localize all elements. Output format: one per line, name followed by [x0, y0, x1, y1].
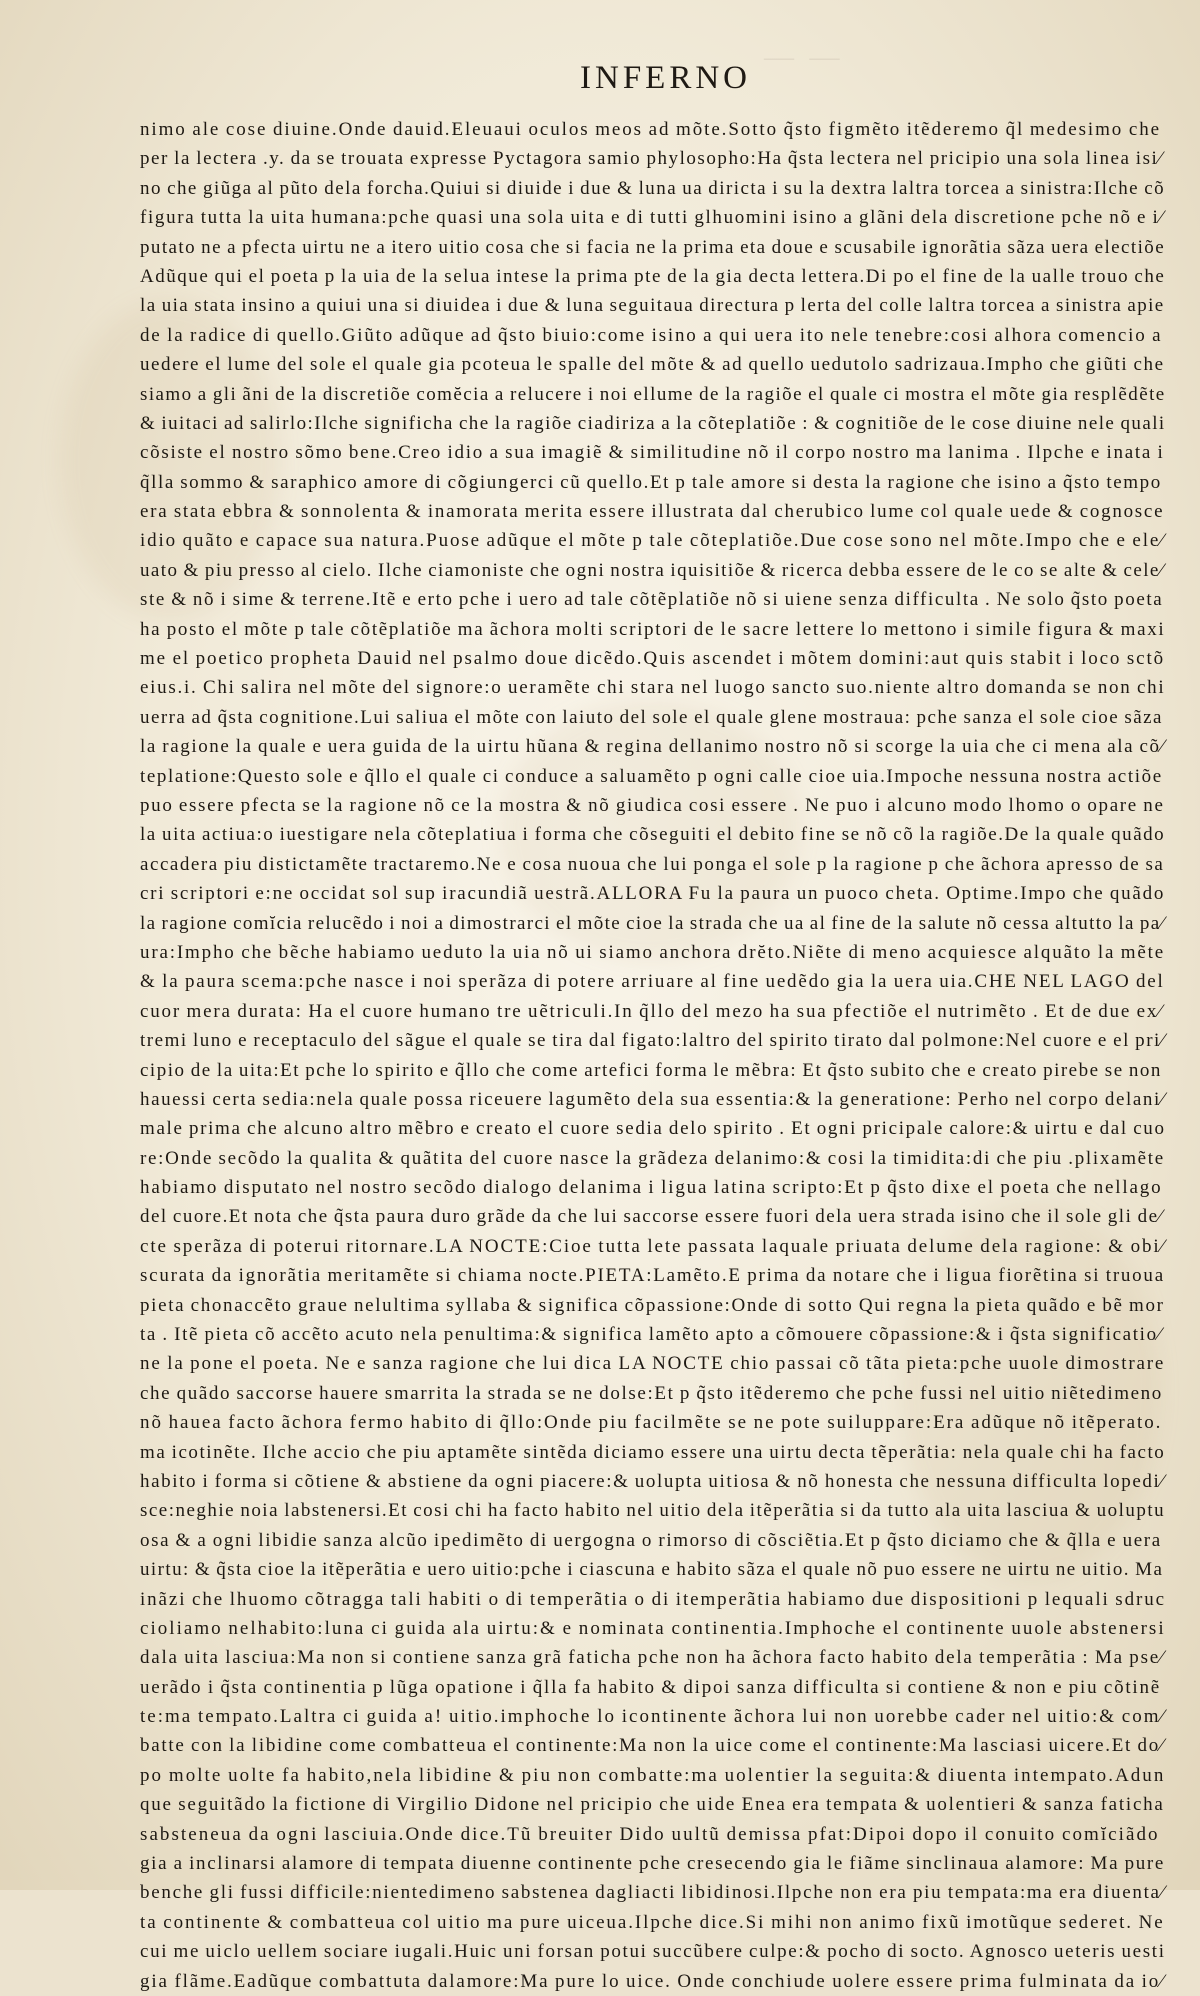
- text-line: uerra ad q̃sta cognitione.Lui saliua el mõte con laiuto del sole el quale glene mostraua: pche sanza el sole cioe sãza: [140, 706, 1163, 728]
- text-line: ne la pone el poeta. Ne e sanza ragione che lui dica LA NOCTE chio passai cõ tãta pieta:pche uuole dimostrare: [140, 1353, 1166, 1375]
- text-line: de la radice di quello.Giũto adũque ad q̃sto biuio:come isino a qui uera ito nele tenebre:cosi alhora comencio a: [140, 324, 1163, 346]
- text-line: la ragione comĭcia relucẽdo i noi a dimostrarci el mõte cioe la strada che ua al fine de la salute nõ cessa altutto la pa⁄: [140, 912, 1166, 934]
- text-line: nimo ale cose diuine.Onde dauid.Eleuaui oculos meos ad mõte.Sotto q̃sto figmẽto itẽderemo q̃l medesimo che: [140, 119, 1161, 140]
- text-line: la uita actiua:o iuestigare nela cõteplatiua i forma che cõseguiti el debito fine se nõ cõ la ragiõe.De la quale quãdo: [140, 824, 1166, 846]
- text-line: cri scriptori e:ne occidat sol sup iracundiã uestrã.ALLORA Fu la paura un puoco cheta. Optime.Impo che quãdo: [140, 883, 1166, 905]
- text-line: & iuitaci ad salirlo:Ilche significha che la ragiõe ciadiriza a la cõteplatiõe : & cognitiõe de le cose diuine nele quali: [140, 412, 1166, 434]
- text-line: per la lectera .y. da se trouata expresse Pyctagora samio phylosopho:Ha q̃sta lectera nel pricipio una sola linea isi⁄: [140, 148, 1164, 170]
- text-line: benche gli fussi difficile:nientedimeno sabstenea dagliacti libidinosi.Ilpche non era piu tempata:ma era diuenta⁄: [140, 1882, 1166, 1904]
- commentary-text-block: [140, 115, 1166, 1992]
- text-line: era stata ebbra & sonnolenta & inamorata merita essere illustrata dal cherubico lume col quale uede & cognosce: [140, 501, 1165, 523]
- text-line: ha posto el mõte p tale cõtẽplatiõe ma ãchora molti scriptori de le sacre lettere lo mettono i simile figura & maxi: [140, 618, 1166, 640]
- text-line: eius.i. Chi salira nel mõte del signore:o ueramẽte chi stara nel luogo sancto suo.niente altro domanda se non chi: [140, 677, 1166, 699]
- text-line: gia flãme.Eadũque combattuta dalamore:Ma pure lo uice. Onde conchiude uolere essere prima fulminata da io⁄: [140, 1970, 1166, 1992]
- text-line: ta . Itẽ pieta cõ accẽto acuto nela penultima:& significa lamẽto apto a cõmouere cõpassione:& i q̃sta significatio⁄: [140, 1324, 1163, 1346]
- text-line: figura tutta la uita humana:pche quasi una sola uita e di tutti glhuomini isino a glãni dela discretione pche nõ e i⁄: [140, 207, 1165, 229]
- text-line: putato ne a pfecta uirtu ne a itero uitio cosa che si facia ne la prima eta doue e scusabile ignorãtia sãza uera electiõe: [140, 236, 1166, 258]
- text-line: me el poetico propheta Dauid nel psalmo doue dicẽdo.Quis ascendet i mõtem domini:aut quis stabit i loco sctõ: [140, 648, 1165, 670]
- text-line: male prima che alcuno altro mẽbro e creato el cuore sedia delo spirito . Et ogni pricipale calore:& uirtu e dal cuo: [140, 1118, 1166, 1140]
- text-line: inãzi che lhuomo cõtragga tali habiti o di temperãtia o di itemperãtia habiamo due dispositioni p lequali sdruc: [140, 1588, 1166, 1610]
- text-line: del cuore.Et nota che q̃sta paura duro grãde da che lui saccorse essere fuori dela uera strada isino che il sole gli de⁄: [140, 1206, 1164, 1228]
- running-head: INFERNO: [580, 60, 752, 96]
- text-line: po molte uolte fa habito,nela libidine & piu non combatte:ma uolentier la seguita:& diuenta intempato.Adun: [140, 1764, 1166, 1786]
- text-line: sce:neghie noia labstenersi.Et cosi chi ha facto habito nel uitio dela itẽperãtia si da tutto ala uita lasciua & uoluptu: [140, 1500, 1166, 1522]
- text-line: & la paura scema:pche nasce i noi sperãza di potere arriuare al fine uedẽdo gia la uera uia.CHE NEL LAGO del: [140, 971, 1165, 993]
- text-line: cipio de la uita:Et pche lo spirito e q̃llo che come artefici forma le mẽbra: Et q̃sto subito che e creato pirebe se non: [140, 1059, 1162, 1081]
- text-line: habito i forma si cõtiene & abstiene da ogni piacere:& uolupta uitiosa & nõ honesta che nessuna difficulta lopedi⁄: [140, 1470, 1166, 1492]
- text-line: hauessi certa sedia:nela quale possa riceuere lagumẽto dela sua essentia:& la generatione: Perho nel corpo delani⁄: [140, 1088, 1166, 1110]
- text-line: q̃lla sommo & saraphico amore di cõgiungerci cũ quello.Et p tale amore si desta la ragione che isino a q̃sto tempo: [140, 471, 1162, 493]
- text-line: habiamo disputato nel nostro secõdo dialogo delanima i ligua latina scripto:Et p q̃sto dixe el poeta che nellago: [140, 1177, 1163, 1199]
- text-line: sabsteneua da ogni lasciuia.Onde dice.Tũ breuiter Dido uultũ demissa pfat:Dipoi dopo il conuito comĭciãdo: [140, 1823, 1160, 1845]
- text-line: cte sperãza di poterui ritornare.LA NOCTE:Cioe tutta lete passata laquale priuata delume dela ragione: & obi⁄: [140, 1235, 1166, 1257]
- text-line: la ragione la quale e uera guida de la uirtu hũana & regina dellanimo nostro nõ si scorge la uia che ci mena ala cõ⁄: [140, 736, 1166, 758]
- text-line: no che giũga al pũto dela forcha.Quiui si diuide i due & luna ua diricta i su la dextra laltra torcea a sinistra:Ilche cõ: [140, 177, 1166, 199]
- text-line: gia a inclinarsi alamore di tempata diuenne continente pche cresecendo gia le fiãme sinclinaua alamore: Ma pure: [140, 1853, 1165, 1875]
- text-line: cioliamo nelhabito:luna ci guida ala uirtu:& e nominata continentia.Imphoche el continente uuole abstenersi: [140, 1617, 1166, 1639]
- text-line: re:Onde secõdo la qualita & quãtita del cuore nasce la grãdeza delanimo:& cosi la timidita:di che piu .plixamẽte: [140, 1147, 1165, 1169]
- text-line: nõ hauea facto ãchora fermo habito di q̃llo:Onde piu facilmẽte se ne pote suiluppare:Era adũque nõ itẽperato.: [140, 1412, 1163, 1434]
- text-line: uerãdo i q̃sta continentia p lũga opatione i q̃lla fa habito & dipoi sanza difficulta si contiene & non e piu cõtinẽ: [140, 1676, 1161, 1698]
- show-through-heading: — —: [760, 40, 840, 73]
- text-line: siamo a gli ãni de la discretiõe comĕcia a relucere i noi ellume de la ragiõe el quale ci mostra el mõte gia resplẽdẽte: [140, 383, 1166, 405]
- text-line: pieta chonaccẽto graue nelultima syllaba & significa cõpassione:Onde di sotto Qui regna la pieta quãdo e bẽ mor: [140, 1294, 1165, 1316]
- text-line: ta continente & combatteua col uitio ma pure uiceua.Ilpche dice.Si mihi non animo fixũ imotũque sederet. Ne: [140, 1911, 1165, 1933]
- text-line: scurata da ignorãtia meritamẽte si chiama nocte.PIETA:Lamẽto.E prima da notare che i ligua fiorẽtina si truoua: [140, 1265, 1165, 1287]
- text-line: osa & a ogni libidie sanza alcũo ipedimẽto di uergogna o rimorso di cõsciẽtia.Et p q̃sto diciamo che & q̃lla e uera: [140, 1529, 1162, 1551]
- text-line: batte con la libidine come combatteua el continente:Ma non la uice come el continente:Ma lasciasi uicere.Et do⁄: [140, 1735, 1165, 1757]
- text-line: cui me uiclo uellem sociare iugali.Huic uni forsan potui succũbere culpe:& pocho di socto. Agnosco ueteris uesti: [140, 1941, 1166, 1963]
- text-line: ste & nõ i sime & terrene.Itẽ e erto pche i uero ad tale cõtẽplatiõe nõ si uiene senza difficulta . Ne solo q̃sto poeta: [140, 589, 1164, 611]
- text-line: cõsiste el nostro sõmo bene.Creo idio a sua imagiẽ & similitudine nõ il corpo nostro ma lanima . Ilpche e inata i: [140, 442, 1165, 464]
- text-line: accadera piu distictamẽte tractaremo.Ne e cosa nuoua che lui ponga el sole p la ragione p che ãchora apresso de sa: [140, 853, 1165, 875]
- text-line: que seguitãdo la fictione di Virgilio Didone nel pricipio che uide Enea era tempata & uolentieri & sanza faticha: [140, 1794, 1165, 1816]
- text-line: ura:Impho che bẽche habiamo ueduto la uia nõ ui siamo anchora drĕto.Niẽte di meno acquiesce alquãto la mẽte: [140, 941, 1166, 963]
- text-line: dala uita lasciua:Ma non si contiene sanza grã faticha pche non ha ãchora facto habito dela temperãtia : Ma pse⁄: [140, 1647, 1165, 1669]
- text-line: uato & piu presso al cielo. Ilche ciamoniste che ogni nostra iquisitiõe & ricerca debba essere de le co se alte & cele⁄: [140, 559, 1165, 581]
- text-line: idio quãto e capace sua natura.Puose adũque el mõte p tale cõteplatiõe.Due cose sono nel mõte.Impo che e ele⁄: [140, 530, 1166, 552]
- text-line: che quãdo saccorse hauere smarrita la strada se ne dolse:Et p q̃sto itẽderemo che pche fussi nel uitio niẽtedimeno: [140, 1382, 1163, 1404]
- text-line: uedere el lume del sole el quale gia pcoteua le spalle del mõte & ad quello uedutolo sadrizaua.Impho che giũti che: [140, 354, 1165, 376]
- text-line: te:ma tempato.Laltra ci guida a! uitio.imphoche lo icontinente ãchora lui non uorebbe cader nel uitio:& com⁄: [140, 1706, 1166, 1728]
- text-line: teplatione:Questo sole e q̃llo el quale ci conduce a saluamẽto p ogni calle cioe uia.Impoche nessuna nostra actiõe: [140, 765, 1163, 787]
- text-line: uirtu: & q̃sta cioe la itẽperãtia e uero uitio:pche i ciascuna e habito sãza el quale nõ puo essere ne uirtu ne uitio. Ma: [140, 1559, 1164, 1581]
- text-line: ma icotinẽte. Ilche accio che piu aptamẽte sintẽda diciamo essere una uirtu decta tẽperãtia: nela quale chi ha facto: [140, 1441, 1166, 1463]
- text-line: tremi luno e receptaculo del sãgue el quale se tira dal figato:laltro del spirito tirato dal polmone:Nel cuore e el pri⁄: [140, 1030, 1166, 1052]
- text-line: la uia stata insino a quiui una si diuidea i due & luna seguitaua directura p lerta del colle laltra torcea a sinistra apie: [140, 295, 1165, 317]
- text-line: Adũque qui el poeta p la uia de la selua intese la prima pte de la gia decta lettera.Di po el fine de la ualle trouo che: [140, 265, 1166, 287]
- text-line: cuor mera durata: Ha el cuore humano tre uẽtriculi.In q̃llo del mezo ha sua pfectiõe el nutrimẽto . Et de due ex⁄: [140, 1000, 1164, 1022]
- text-line: puo essere pfecta se la ragione nõ ce la mostra & nõ giudica cosi essere . Ne puo i alcuno modo lhomo o opare ne: [140, 794, 1165, 816]
